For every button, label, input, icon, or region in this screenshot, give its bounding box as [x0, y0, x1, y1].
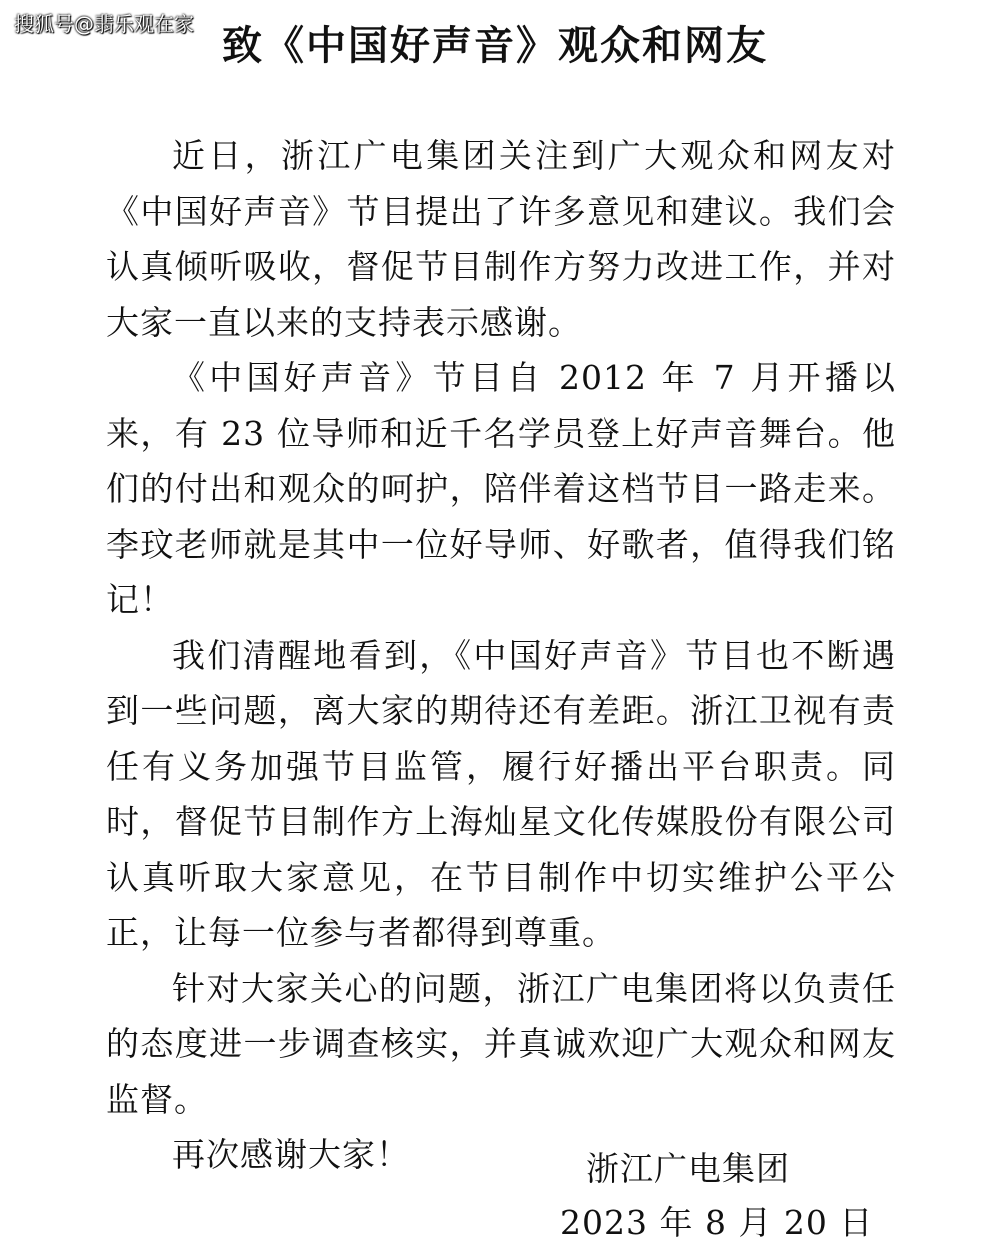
paragraph-5: 再次感谢大家！	[172, 1135, 410, 1174]
paragraph-2: 《中国好声音》节目自 2012 年 7 月开播以来，有 23 位导师和近千名学员登上好声音舞台。他们的付出和观众的呵护，陪伴着这档节目一路走来。李玟老师就是其中一位好导师、好歌者，值得我们铭记！	[106, 358, 896, 619]
paragraph-1: 近日，浙江广电集团关注到广大观众和网友对《中国好声音》节目提出了许多意见和建议。我们会认真倾听吸收，督促节目制作方努力改进工作，并对大家一直以来的支持表示感谢。	[106, 136, 896, 342]
signature-organization: 浙江广电集团	[586, 1149, 790, 1188]
signature-block	[560, 1142, 874, 1250]
paragraph-3: 我们清醒地看到，《中国好声音》节目也不断遇到一些问题，离大家的期待还有差距。浙江卫视有责任有义务加强节目监管，履行好播出平台职责。同时，督促节目制作方上海灿星文化传媒股份有限公司认真听取大家意见，在节目制作中切实维护公平公正，让每一位参与者都得到尊重。	[106, 635, 896, 952]
signature-date: 2023 年 8 月 20 日	[560, 1203, 874, 1242]
letter-body	[106, 128, 896, 1183]
watermark-text: 搜狐号@翡乐观在家	[14, 12, 194, 36]
paragraph-4: 针对大家关心的问题，浙江广电集团将以负责任的态度进一步调查核实，并真诚欢迎广大观众和网友监督。	[106, 968, 896, 1119]
letter-title: 致《中国好声音》观众和网友	[222, 22, 768, 69]
